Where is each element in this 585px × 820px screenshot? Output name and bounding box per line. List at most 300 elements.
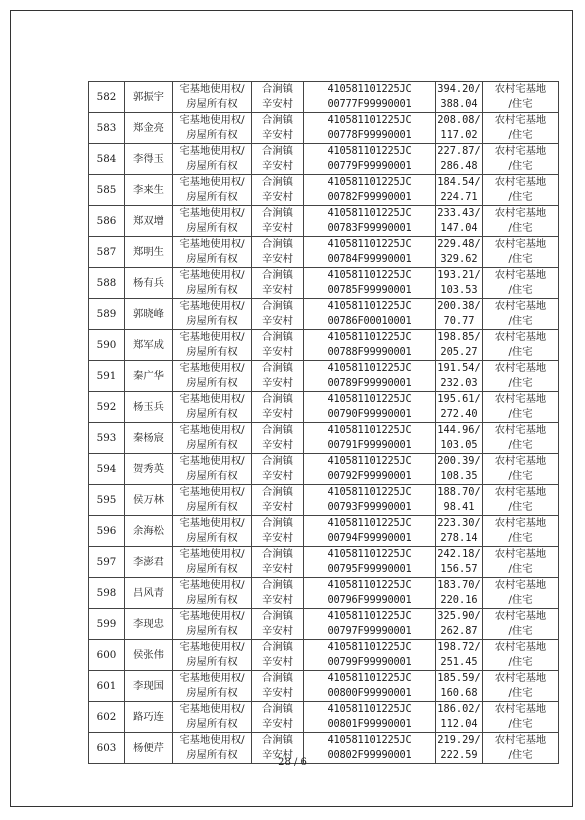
table-row	[89, 237, 559, 268]
owner-name-cell: 李现国	[125, 671, 173, 702]
land-use-cell	[483, 485, 559, 516]
land-use-line: 农村宅基地	[494, 300, 547, 312]
owner-name-cell: 秦杨宸	[125, 423, 173, 454]
unit-code-line: 00795F99990001	[327, 563, 412, 575]
right-type-line: 宅基地使用权/	[179, 641, 245, 653]
owner-name-cell: 侯张伟	[125, 640, 173, 671]
location-line: 辛安村	[262, 346, 293, 358]
unit-code-line: 410581101225JC	[327, 269, 412, 281]
location-cell	[252, 206, 304, 237]
unit-code-line: 410581101225JC	[327, 207, 412, 219]
right-type-line: 宅基地使用权/	[179, 331, 245, 343]
right-type-line: 宅基地使用权/	[179, 703, 245, 715]
table-row	[89, 175, 559, 206]
area-line: 329.62	[440, 253, 478, 265]
unit-code-line: 410581101225JC	[327, 734, 412, 746]
unit-code-cell	[304, 454, 436, 485]
right-type-line: 宅基地使用权/	[179, 672, 245, 684]
unit-code-line: 00783F99990001	[327, 222, 412, 234]
table-row	[89, 640, 559, 671]
unit-code-line: 00790F99990001	[327, 408, 412, 420]
location-line: 辛安村	[262, 222, 293, 234]
row-number-cell: 599	[89, 609, 125, 640]
owner-name-cell: 李现忠	[125, 609, 173, 640]
row-number-cell: 597	[89, 547, 125, 578]
right-type-cell	[173, 175, 252, 206]
unit-code-line: 410581101225JC	[327, 145, 412, 157]
right-type-line: 房屋所有权	[186, 253, 238, 265]
location-line: 合涧镇	[262, 145, 293, 157]
right-type-line: 房屋所有权	[186, 625, 238, 637]
location-line: 辛安村	[262, 532, 293, 544]
land-use-cell	[483, 609, 559, 640]
unit-code-line: 410581101225JC	[327, 83, 412, 95]
right-type-line: 房屋所有权	[186, 284, 238, 296]
right-type-line: 房屋所有权	[186, 470, 238, 482]
land-use-cell	[483, 671, 559, 702]
land-use-cell	[483, 547, 559, 578]
row-number-cell: 595	[89, 485, 125, 516]
table-row	[89, 609, 559, 640]
unit-code-line: 410581101225JC	[327, 610, 412, 622]
records-table	[88, 81, 559, 764]
location-line: 合涧镇	[262, 393, 293, 405]
area-line: 188.70/	[437, 486, 481, 498]
location-line: 合涧镇	[262, 362, 293, 374]
area-cell	[436, 144, 483, 175]
land-use-line: /住宅	[508, 439, 533, 451]
location-line: 合涧镇	[262, 486, 293, 498]
land-use-line: /住宅	[508, 315, 533, 327]
land-use-line: /住宅	[508, 98, 533, 110]
owner-name-cell: 贺秀英	[125, 454, 173, 485]
land-use-line: 农村宅基地	[494, 207, 547, 219]
row-number-cell: 593	[89, 423, 125, 454]
page-number: 28 / 6	[278, 757, 307, 768]
unit-code-cell	[304, 671, 436, 702]
right-type-line: 房屋所有权	[186, 222, 238, 234]
right-type-line: 宅基地使用权/	[179, 610, 245, 622]
land-use-cell	[483, 578, 559, 609]
location-line: 合涧镇	[262, 703, 293, 715]
area-line: 251.45	[440, 656, 478, 668]
area-cell	[436, 702, 483, 733]
right-type-line: 房屋所有权	[186, 501, 238, 513]
area-line: 193.21/	[437, 269, 481, 281]
unit-code-cell	[304, 330, 436, 361]
right-type-cell	[173, 330, 252, 361]
unit-code-cell	[304, 206, 436, 237]
location-line: 辛安村	[262, 98, 293, 110]
location-line: 合涧镇	[262, 455, 293, 467]
row-number-cell: 603	[89, 733, 125, 764]
area-line: 147.04	[440, 222, 478, 234]
right-type-cell	[173, 702, 252, 733]
location-line: 辛安村	[262, 501, 293, 513]
unit-code-line: 00777F99990001	[327, 98, 412, 110]
area-line: 278.14	[440, 532, 478, 544]
location-line: 辛安村	[262, 563, 293, 575]
land-use-cell	[483, 392, 559, 423]
area-cell	[436, 485, 483, 516]
table-row	[89, 547, 559, 578]
area-line: 229.48/	[437, 238, 481, 250]
unit-code-line: 410581101225JC	[327, 114, 412, 126]
unit-code-cell	[304, 578, 436, 609]
land-use-cell	[483, 144, 559, 175]
row-number-cell: 594	[89, 454, 125, 485]
area-cell	[436, 82, 483, 113]
location-line: 辛安村	[262, 377, 293, 389]
land-use-line: /住宅	[508, 470, 533, 482]
area-line: 198.72/	[437, 641, 481, 653]
unit-code-cell	[304, 237, 436, 268]
location-line: 辛安村	[262, 160, 293, 172]
area-line: 98.41	[443, 501, 475, 513]
location-line: 辛安村	[262, 718, 293, 730]
row-number-cell: 586	[89, 206, 125, 237]
land-use-line: /住宅	[508, 222, 533, 234]
area-line: 156.57	[440, 563, 478, 575]
owner-name-cell: 吕风青	[125, 578, 173, 609]
right-type-line: 宅基地使用权/	[179, 83, 245, 95]
area-line: 108.35	[440, 470, 478, 482]
table-row	[89, 392, 559, 423]
right-type-cell	[173, 144, 252, 175]
owner-name-cell: 郭振宇	[125, 82, 173, 113]
area-cell	[436, 454, 483, 485]
right-type-line: 房屋所有权	[186, 687, 238, 699]
table-row	[89, 361, 559, 392]
area-line: 200.39/	[437, 455, 481, 467]
unit-code-line: 00802F99990001	[327, 749, 412, 761]
location-line: 辛安村	[262, 687, 293, 699]
location-cell	[252, 144, 304, 175]
unit-code-line: 410581101225JC	[327, 672, 412, 684]
land-use-line: 农村宅基地	[494, 83, 547, 95]
land-use-cell	[483, 299, 559, 330]
owner-name-cell: 李来生	[125, 175, 173, 206]
unit-code-line: 00796F99990001	[327, 594, 412, 606]
right-type-cell	[173, 516, 252, 547]
location-cell	[252, 516, 304, 547]
location-line: 合涧镇	[262, 238, 293, 250]
unit-code-cell	[304, 609, 436, 640]
right-type-line: 宅基地使用权/	[179, 734, 245, 746]
right-type-line: 宅基地使用权/	[179, 486, 245, 498]
owner-name-cell: 郑军成	[125, 330, 173, 361]
unit-code-cell	[304, 82, 436, 113]
location-line: 辛安村	[262, 315, 293, 327]
right-type-line: 宅基地使用权/	[179, 114, 245, 126]
unit-code-cell	[304, 485, 436, 516]
area-line: 286.48	[440, 160, 478, 172]
land-use-cell	[483, 82, 559, 113]
unit-code-cell	[304, 299, 436, 330]
location-line: 合涧镇	[262, 176, 293, 188]
unit-code-line: 410581101225JC	[327, 641, 412, 653]
owner-name-cell: 郑金亮	[125, 113, 173, 144]
location-cell	[252, 454, 304, 485]
area-cell	[436, 299, 483, 330]
area-line: 219.29/	[437, 734, 481, 746]
unit-code-line: 00793F99990001	[327, 501, 412, 513]
area-line: 117.02	[440, 129, 478, 141]
area-line: 224.71	[440, 191, 478, 203]
land-use-line: /住宅	[508, 687, 533, 699]
area-line: 394.20/	[437, 83, 481, 95]
land-use-cell	[483, 423, 559, 454]
unit-code-line: 410581101225JC	[327, 176, 412, 188]
location-cell	[252, 330, 304, 361]
unit-code-line: 00792F99990001	[327, 470, 412, 482]
right-type-line: 房屋所有权	[186, 594, 238, 606]
right-type-line: 宅基地使用权/	[179, 424, 245, 436]
area-cell	[436, 609, 483, 640]
right-type-cell	[173, 299, 252, 330]
unit-code-line: 00778F99990001	[327, 129, 412, 141]
land-use-line: /住宅	[508, 284, 533, 296]
land-use-cell	[483, 640, 559, 671]
location-cell	[252, 671, 304, 702]
right-type-line: 房屋所有权	[186, 439, 238, 451]
land-use-line: 农村宅基地	[494, 331, 547, 343]
area-cell	[436, 423, 483, 454]
right-type-line: 房屋所有权	[186, 656, 238, 668]
location-line: 辛安村	[262, 191, 293, 203]
area-line: 195.61/	[437, 393, 481, 405]
land-use-line: 农村宅基地	[494, 548, 547, 560]
area-line: 191.54/	[437, 362, 481, 374]
land-use-line: /住宅	[508, 346, 533, 358]
unit-code-cell	[304, 640, 436, 671]
unit-code-line: 410581101225JC	[327, 517, 412, 529]
row-number-cell: 590	[89, 330, 125, 361]
area-cell	[436, 361, 483, 392]
right-type-cell	[173, 485, 252, 516]
area-line: 103.53	[440, 284, 478, 296]
unit-code-line: 410581101225JC	[327, 300, 412, 312]
right-type-line: 房屋所有权	[186, 749, 238, 761]
owner-name-cell: 李得玉	[125, 144, 173, 175]
table-row	[89, 454, 559, 485]
area-cell	[436, 640, 483, 671]
table-row	[89, 330, 559, 361]
land-use-line: 农村宅基地	[494, 610, 547, 622]
area-cell	[436, 206, 483, 237]
area-line: 220.16	[440, 594, 478, 606]
right-type-cell	[173, 547, 252, 578]
right-type-cell	[173, 609, 252, 640]
row-number-cell: 591	[89, 361, 125, 392]
area-cell	[436, 175, 483, 206]
right-type-cell	[173, 640, 252, 671]
unit-code-line: 410581101225JC	[327, 393, 412, 405]
land-use-line: 农村宅基地	[494, 145, 547, 157]
land-use-cell	[483, 454, 559, 485]
location-line: 辛安村	[262, 408, 293, 420]
land-use-cell	[483, 206, 559, 237]
area-line: 223.30/	[437, 517, 481, 529]
area-line: 185.59/	[437, 672, 481, 684]
right-type-line: 宅基地使用权/	[179, 269, 245, 281]
location-cell	[252, 113, 304, 144]
unit-code-cell	[304, 516, 436, 547]
land-use-line: 农村宅基地	[494, 424, 547, 436]
right-type-line: 宅基地使用权/	[179, 393, 245, 405]
right-type-line: 宅基地使用权/	[179, 517, 245, 529]
right-type-line: 宅基地使用权/	[179, 207, 245, 219]
location-cell	[252, 423, 304, 454]
unit-code-line: 00779F99990001	[327, 160, 412, 172]
land-use-line: /住宅	[508, 563, 533, 575]
area-line: 184.54/	[437, 176, 481, 188]
owner-name-cell: 郑双增	[125, 206, 173, 237]
right-type-line: 房屋所有权	[186, 408, 238, 420]
location-line: 合涧镇	[262, 207, 293, 219]
unit-code-line: 410581101225JC	[327, 455, 412, 467]
land-use-line: 农村宅基地	[494, 269, 547, 281]
row-number-cell: 592	[89, 392, 125, 423]
location-line: 辛安村	[262, 253, 293, 265]
area-line: 222.59	[440, 749, 478, 761]
area-line: 272.40	[440, 408, 478, 420]
row-number-cell: 598	[89, 578, 125, 609]
unit-code-cell	[304, 268, 436, 299]
unit-code-line: 00785F99990001	[327, 284, 412, 296]
right-type-line: 宅基地使用权/	[179, 145, 245, 157]
area-line: 208.08/	[437, 114, 481, 126]
area-line: 232.03	[440, 377, 478, 389]
location-line: 合涧镇	[262, 331, 293, 343]
unit-code-line: 410581101225JC	[327, 362, 412, 374]
location-line: 辛安村	[262, 749, 293, 761]
land-use-line: /住宅	[508, 625, 533, 637]
unit-code-line: 00800F99990001	[327, 687, 412, 699]
area-cell	[436, 392, 483, 423]
row-number-cell: 582	[89, 82, 125, 113]
row-number-cell: 596	[89, 516, 125, 547]
land-use-line: /住宅	[508, 656, 533, 668]
unit-code-cell	[304, 361, 436, 392]
right-type-line: 房屋所有权	[186, 315, 238, 327]
unit-code-cell	[304, 547, 436, 578]
location-cell	[252, 609, 304, 640]
land-use-line: 农村宅基地	[494, 393, 547, 405]
area-line: 205.27	[440, 346, 478, 358]
right-type-cell	[173, 454, 252, 485]
right-type-line: 宅基地使用权/	[179, 300, 245, 312]
right-type-line: 房屋所有权	[186, 160, 238, 172]
right-type-cell	[173, 206, 252, 237]
table-row	[89, 299, 559, 330]
right-type-line: 房屋所有权	[186, 129, 238, 141]
table-row	[89, 268, 559, 299]
location-line: 辛安村	[262, 129, 293, 141]
land-use-cell	[483, 330, 559, 361]
land-use-line: /住宅	[508, 408, 533, 420]
location-line: 合涧镇	[262, 548, 293, 560]
right-type-cell	[173, 423, 252, 454]
right-type-line: 房屋所有权	[186, 98, 238, 110]
owner-name-cell: 秦广华	[125, 361, 173, 392]
right-type-line: 宅基地使用权/	[179, 548, 245, 560]
land-use-line: 农村宅基地	[494, 114, 547, 126]
land-use-cell	[483, 175, 559, 206]
land-use-line: /住宅	[508, 377, 533, 389]
unit-code-cell	[304, 423, 436, 454]
owner-name-cell: 李澎君	[125, 547, 173, 578]
owner-name-cell: 杨玉兵	[125, 392, 173, 423]
area-cell	[436, 516, 483, 547]
land-use-cell	[483, 113, 559, 144]
owner-name-cell: 郑明生	[125, 237, 173, 268]
location-line: 合涧镇	[262, 734, 293, 746]
location-line: 合涧镇	[262, 83, 293, 95]
location-line: 合涧镇	[262, 269, 293, 281]
area-line: 388.04	[440, 98, 478, 110]
land-use-line: 农村宅基地	[494, 734, 547, 746]
row-number-cell: 588	[89, 268, 125, 299]
row-number-cell: 585	[89, 175, 125, 206]
location-cell	[252, 485, 304, 516]
land-use-line: /住宅	[508, 191, 533, 203]
land-use-cell	[483, 361, 559, 392]
location-line: 合涧镇	[262, 579, 293, 591]
location-cell	[252, 361, 304, 392]
location-line: 合涧镇	[262, 300, 293, 312]
area-line: 70.77	[443, 315, 475, 327]
area-cell	[436, 237, 483, 268]
table-row	[89, 702, 559, 733]
land-use-line: 农村宅基地	[494, 176, 547, 188]
row-number-cell: 583	[89, 113, 125, 144]
land-use-cell	[483, 268, 559, 299]
location-line: 辛安村	[262, 284, 293, 296]
location-cell	[252, 268, 304, 299]
right-type-line: 房屋所有权	[186, 563, 238, 575]
table-row	[89, 144, 559, 175]
unit-code-line: 00788F99990001	[327, 346, 412, 358]
row-number-cell: 602	[89, 702, 125, 733]
unit-code-line: 00782F99990001	[327, 191, 412, 203]
unit-code-cell	[304, 392, 436, 423]
unit-code-line: 00789F99990001	[327, 377, 412, 389]
table-row	[89, 516, 559, 547]
location-cell	[252, 299, 304, 330]
area-line: 198.85/	[437, 331, 481, 343]
right-type-cell	[173, 578, 252, 609]
area-line: 186.02/	[437, 703, 481, 715]
unit-code-cell	[304, 113, 436, 144]
land-use-line: 农村宅基地	[494, 703, 547, 715]
unit-code-line: 410581101225JC	[327, 579, 412, 591]
table-row	[89, 113, 559, 144]
unit-code-line: 00801F99990001	[327, 718, 412, 730]
right-type-line: 宅基地使用权/	[179, 455, 245, 467]
right-type-cell	[173, 268, 252, 299]
location-cell	[252, 547, 304, 578]
area-cell	[436, 578, 483, 609]
right-type-line: 房屋所有权	[186, 377, 238, 389]
location-line: 辛安村	[262, 625, 293, 637]
right-type-line: 宅基地使用权/	[179, 176, 245, 188]
area-cell	[436, 671, 483, 702]
land-use-line: /住宅	[508, 532, 533, 544]
owner-name-cell: 郭晓峰	[125, 299, 173, 330]
right-type-line: 宅基地使用权/	[179, 362, 245, 374]
right-type-line: 房屋所有权	[186, 191, 238, 203]
